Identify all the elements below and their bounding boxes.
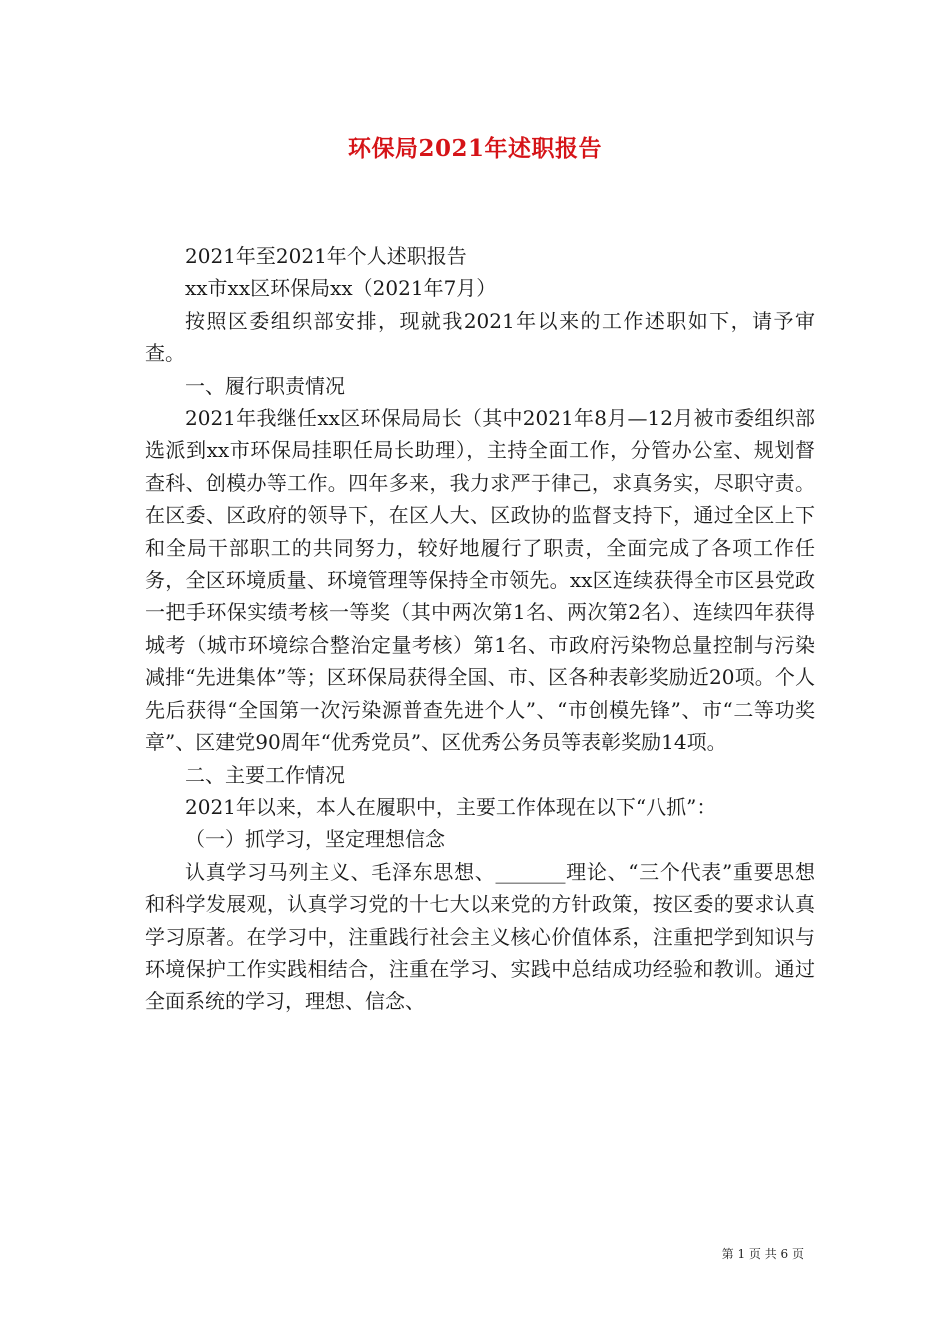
section-heading-main-work: 二、主要工作情况 [185, 762, 345, 787]
subsection-heading-study: （一）抓学习，坚定理想信念 [185, 827, 445, 852]
section-heading-duties: 一、履行职责情况 [185, 373, 345, 398]
document-body [145, 240, 815, 1018]
paragraph-intro: 按照区委组织部安排，现就我2021年以来的工作述职如下，请予审查。 [145, 308, 815, 366]
page-number-footer: 第 1 页 共 6 页 [721, 1247, 804, 1261]
paragraph-study: 认真学习马列主义、毛泽东思想、_______理论、“三个代表”重要思想和科学发展观，认真学习党的十七大以来党的方针政策，按区委的要求认真学习原著。在学习中，注重践行社会主义核心价值体系，注重把学到知识与环境保护工作实践相结合，注重在学习、实践中总结成功经验和教训。通过全面系统的学习，理想、信念、 [145, 859, 815, 1014]
paragraph-report-heading: 2021年至2021年个人述职报告 [185, 244, 467, 268]
paragraph-eight-points: 2021年以来，本人在履职中，主要工作体现在以下“八抓”： [185, 794, 717, 819]
paragraph-author-line: xx市xx区环保局xx（2021年7月） [185, 276, 497, 301]
document-title: 环保局2021年述职报告 [347, 135, 602, 162]
paragraph-duties: 2021年我继任xx区环保局局长（其中2021年8月—12月被市委组织部选派到xx市环保局挂职任局长助理），主持全面工作，分管办公室、规划督查科、创模办等工作。四年多来，我力求严于律己，求真务实，尽职守责。在区委、区政府的领导下，在区人大、区政协的监督支持下，通过全区上下和全局干部职工的共同努力，较好地履行了职责，全面完成了各项工作任务，全区环境质量、环境管理等保持全市领先。xx区连续获得全市区县党政一把手环保实绩考核一等奖（其中两次第1名、两次第2名）、连续四年获得城考（城市环境综合整治定量考核）第1名、市政府污染物总量控制与污染减排“先进集体”等；区环保局获得全国、市、区各种表彰奖励近20项。个人先后获得“全国第一次污染源普查先进个人”、“市创模先锋”、市“二等功奖章”、区建党90周年“优秀党员”、区优秀公务员等表彰奖励14项。 [145, 406, 815, 755]
